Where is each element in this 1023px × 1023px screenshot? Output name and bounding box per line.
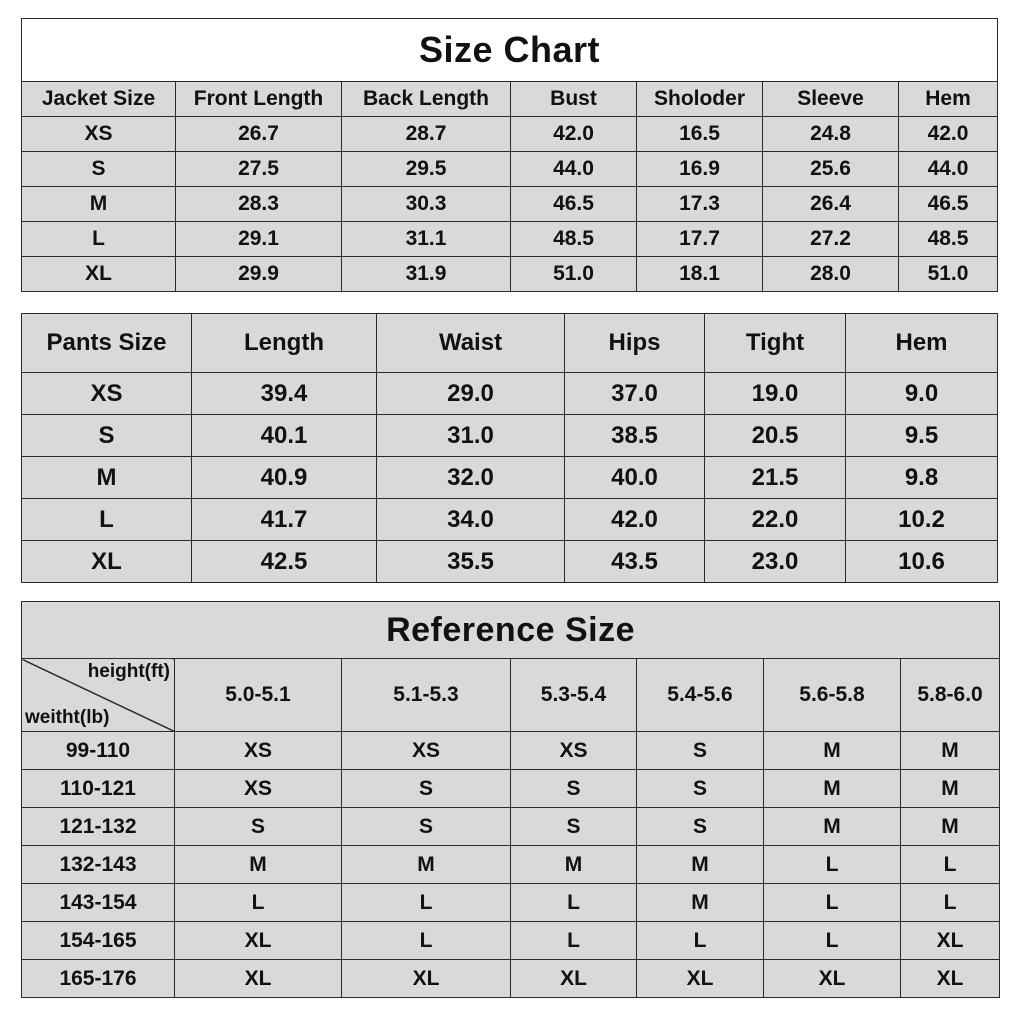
table-cell: 48.5 (899, 222, 998, 257)
height-range-header: 5.6-5.8 (764, 659, 901, 732)
table-cell: XS (342, 732, 511, 770)
table-cell: 25.6 (763, 152, 899, 187)
table-cell: 28.0 (763, 257, 899, 292)
table-cell: M (901, 770, 1000, 808)
table-cell: S (511, 808, 637, 846)
table-cell: XS (175, 732, 342, 770)
table-cell: XL (511, 960, 637, 998)
row-label-cell: S (22, 415, 192, 457)
table-cell: M (901, 808, 1000, 846)
table-cell: 28.7 (342, 117, 511, 152)
table-cell: M (637, 846, 764, 884)
column-header: Hem (846, 314, 998, 373)
row-label-cell: 154-165 (22, 922, 175, 960)
table-cell: L (342, 922, 511, 960)
table-cell: 23.0 (705, 541, 846, 583)
table-cell: 9.5 (846, 415, 998, 457)
column-header: Sholoder (637, 82, 763, 117)
row-label-cell: M (22, 187, 176, 222)
table-cell: L (764, 922, 901, 960)
table-cell: 31.1 (342, 222, 511, 257)
table-row (22, 960, 1000, 998)
table-cell: 20.5 (705, 415, 846, 457)
table-cell: M (901, 732, 1000, 770)
table-row (22, 222, 998, 257)
table-cell: 42.5 (192, 541, 377, 583)
table-cell: XL (901, 960, 1000, 998)
column-header: Back Length (342, 82, 511, 117)
table-cell: M (764, 808, 901, 846)
jacket-rows (22, 117, 998, 292)
table-cell: M (764, 770, 901, 808)
table-cell: XS (511, 732, 637, 770)
table-cell: XL (175, 922, 342, 960)
column-header: Jacket Size (22, 82, 176, 117)
table-row (22, 541, 998, 583)
height-range-header: 5.4-5.6 (637, 659, 764, 732)
table-cell: L (511, 922, 637, 960)
table-cell: 46.5 (899, 187, 998, 222)
reference-rows (22, 732, 1000, 998)
table-cell: M (511, 846, 637, 884)
table-cell: 41.7 (192, 499, 377, 541)
table-cell: 17.3 (637, 187, 763, 222)
table-row (22, 257, 998, 292)
table-cell: XL (175, 960, 342, 998)
table-cell: 51.0 (511, 257, 637, 292)
table-cell: 29.9 (176, 257, 342, 292)
table-cell: 16.9 (637, 152, 763, 187)
table-cell: 46.5 (511, 187, 637, 222)
table-cell: 27.2 (763, 222, 899, 257)
reference-header-row (22, 659, 1000, 732)
table-row (22, 499, 998, 541)
row-label-cell: 132-143 (22, 846, 175, 884)
table-row (22, 922, 1000, 960)
table-cell: 40.9 (192, 457, 377, 499)
column-header: Sleeve (763, 82, 899, 117)
table-row (22, 770, 1000, 808)
row-label-cell: 110-121 (22, 770, 175, 808)
table-cell: 22.0 (705, 499, 846, 541)
column-header: Hem (899, 82, 998, 117)
weight-axis-label: weitht(lb) (25, 707, 110, 728)
table-cell: S (637, 770, 764, 808)
table-cell: L (764, 846, 901, 884)
row-label-cell: XS (22, 117, 176, 152)
table-cell: 19.0 (705, 373, 846, 415)
table-cell: L (637, 922, 764, 960)
table-row (22, 846, 1000, 884)
column-header: Waist (377, 314, 565, 373)
pants-size-table (21, 313, 998, 583)
height-range-header: 5.8-6.0 (901, 659, 1000, 732)
table-cell: S (637, 732, 764, 770)
table-cell: 39.4 (192, 373, 377, 415)
table-cell: XL (342, 960, 511, 998)
row-label-cell: XL (22, 257, 176, 292)
height-range-header: 5.0-5.1 (175, 659, 342, 732)
table-row (22, 187, 998, 222)
reference-size-table (21, 601, 1000, 998)
table-cell: 29.5 (342, 152, 511, 187)
height-axis-label: height(ft) (87, 661, 170, 682)
table-cell: 48.5 (511, 222, 637, 257)
table-row (22, 152, 998, 187)
row-label-cell: XS (22, 373, 192, 415)
table-cell: 37.0 (565, 373, 705, 415)
size-chart-title: Size Chart (22, 19, 998, 82)
table-cell: 31.0 (377, 415, 565, 457)
table-row (22, 732, 1000, 770)
table-row (22, 373, 998, 415)
pants-rows (22, 373, 998, 583)
table-row (22, 415, 998, 457)
table-cell: L (901, 884, 1000, 922)
table-cell: L (175, 884, 342, 922)
table-cell: 16.5 (637, 117, 763, 152)
table-cell: 28.3 (176, 187, 342, 222)
table-cell: 43.5 (565, 541, 705, 583)
table-cell: 42.0 (565, 499, 705, 541)
table-cell: 34.0 (377, 499, 565, 541)
column-header: Hips (565, 314, 705, 373)
table-cell: 38.5 (565, 415, 705, 457)
table-cell: M (342, 846, 511, 884)
table-cell: 9.8 (846, 457, 998, 499)
column-header: Front Length (176, 82, 342, 117)
table-cell: 40.0 (565, 457, 705, 499)
table-cell: 26.4 (763, 187, 899, 222)
table-row (22, 884, 1000, 922)
row-label-cell: 143-154 (22, 884, 175, 922)
column-header: Tight (705, 314, 846, 373)
table-cell: 21.5 (705, 457, 846, 499)
table-cell: 31.9 (342, 257, 511, 292)
table-cell: 42.0 (511, 117, 637, 152)
column-header: Bust (511, 82, 637, 117)
jacket-header-row (22, 82, 998, 117)
table-cell: S (637, 808, 764, 846)
table-cell: 44.0 (511, 152, 637, 187)
table-cell: 18.1 (637, 257, 763, 292)
table-cell: XS (175, 770, 342, 808)
pants-header-row (22, 314, 998, 373)
table-cell: M (764, 732, 901, 770)
row-label-cell: M (22, 457, 192, 499)
table-cell: 9.0 (846, 373, 998, 415)
table-cell: 40.1 (192, 415, 377, 457)
row-label-cell: 165-176 (22, 960, 175, 998)
column-header: Length (192, 314, 377, 373)
table-cell: L (511, 884, 637, 922)
reference-size-title: Reference Size (22, 602, 1000, 659)
table-cell: M (637, 884, 764, 922)
table-cell: L (901, 846, 1000, 884)
row-label-cell: 121-132 (22, 808, 175, 846)
table-cell: 29.1 (176, 222, 342, 257)
table-cell: 42.0 (899, 117, 998, 152)
table-cell: S (342, 808, 511, 846)
table-cell: S (342, 770, 511, 808)
table-cell: 51.0 (899, 257, 998, 292)
table-cell: 32.0 (377, 457, 565, 499)
table-cell: XL (764, 960, 901, 998)
table-cell: XL (637, 960, 764, 998)
table-cell: L (342, 884, 511, 922)
table-cell: L (764, 884, 901, 922)
column-header: Pants Size (22, 314, 192, 373)
row-label-cell: 99-110 (22, 732, 175, 770)
jacket-size-table (21, 18, 998, 292)
row-label-cell: XL (22, 541, 192, 583)
table-cell: 10.6 (846, 541, 998, 583)
height-range-header: 5.3-5.4 (511, 659, 637, 732)
table-cell: 35.5 (377, 541, 565, 583)
row-label-cell: L (22, 222, 176, 257)
table-cell: S (511, 770, 637, 808)
table-cell: 27.5 (176, 152, 342, 187)
table-cell: 30.3 (342, 187, 511, 222)
table-cell: 24.8 (763, 117, 899, 152)
height-range-header: 5.1-5.3 (342, 659, 511, 732)
table-cell: 10.2 (846, 499, 998, 541)
table-cell: 26.7 (176, 117, 342, 152)
table-cell: S (175, 808, 342, 846)
table-cell: 17.7 (637, 222, 763, 257)
table-cell: 29.0 (377, 373, 565, 415)
height-weight-corner-cell (22, 659, 175, 732)
table-cell: XL (901, 922, 1000, 960)
table-cell: M (175, 846, 342, 884)
row-label-cell: S (22, 152, 176, 187)
table-cell: 44.0 (899, 152, 998, 187)
table-row (22, 457, 998, 499)
table-row (22, 808, 1000, 846)
row-label-cell: L (22, 499, 192, 541)
table-row (22, 117, 998, 152)
